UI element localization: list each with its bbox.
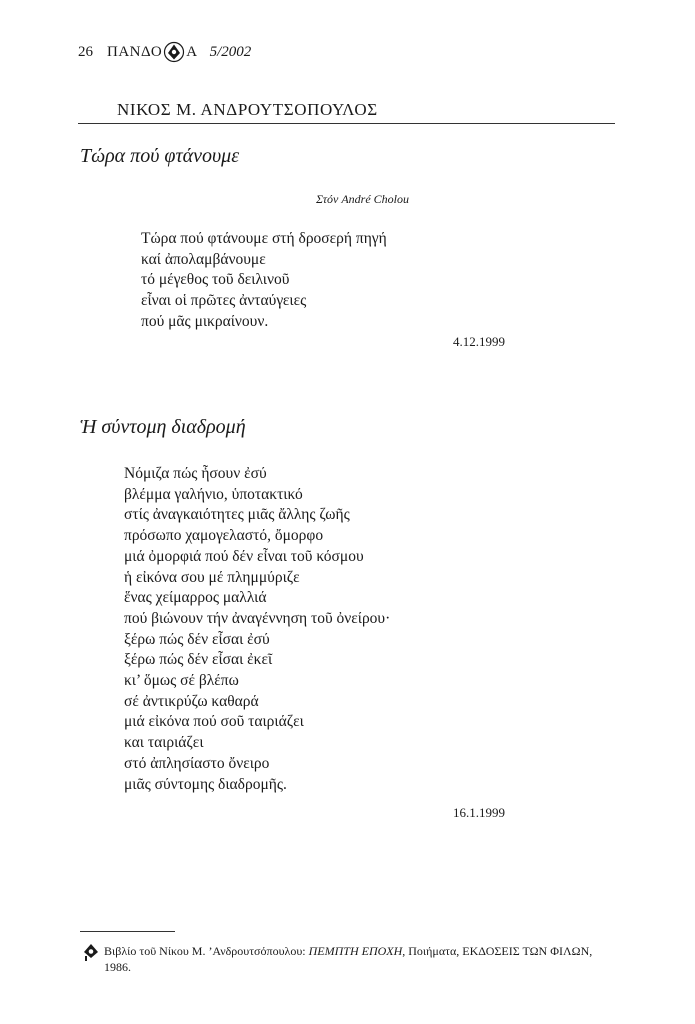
poem-line: εἶναι οἱ πρῶτες ἀνταύγειες bbox=[141, 292, 307, 310]
journal-title bbox=[107, 41, 198, 63]
poem-body bbox=[124, 464, 390, 795]
poem-line: σέ ἀντικρύζω καθαρά bbox=[124, 692, 259, 710]
poem-title: Ἡ σύντομη διαδρομή bbox=[80, 416, 246, 438]
poem-line: Νόμιζα πώς ἦσουν ἐσύ bbox=[124, 465, 267, 482]
footnote-book-title: ΠΕΜΠΤΗ ΕΠΟΧΗ bbox=[308, 944, 403, 958]
footnote-prefix: Βιβλίο τοῦ Νίκου Μ. ’Ανδρουτσόπουλου: bbox=[104, 944, 309, 958]
header-divider bbox=[78, 123, 615, 124]
poem-line: πού βιώνουν τήν ἀναγέννηση τοῦ ὀνείρου· bbox=[124, 609, 391, 627]
footnote bbox=[82, 944, 622, 975]
poem-line: στό ἀπλησίαστο ὄνειρο bbox=[124, 754, 270, 772]
footnote-year: 1986. bbox=[104, 959, 131, 974]
poem-line: βλέμμα γαλήνιο, ὑποτακτικό bbox=[124, 485, 303, 503]
footnote-text bbox=[104, 944, 592, 975]
poem-line: ξέρω πώς δέν εἶσαι ἐσύ bbox=[124, 630, 270, 648]
poem-line: πού μᾶς μικραίνουν. bbox=[141, 312, 269, 330]
page-header bbox=[78, 40, 251, 64]
journal-logo-icon bbox=[163, 41, 185, 63]
poem-line: ἕνας χείμαρρος μαλλιά bbox=[124, 589, 267, 607]
poem-dedication: Στόν André Cholou bbox=[316, 192, 410, 206]
page-number: 26 bbox=[78, 43, 93, 60]
poem-line: πρόσωπο χαμογελαστό, ὄμορφο bbox=[124, 527, 324, 545]
poem-date: 16.1.1999 bbox=[453, 805, 505, 820]
issue-number: 5/2002 bbox=[209, 43, 252, 60]
poem-line: και ταιριάζει bbox=[124, 734, 204, 752]
journal-title-right: Α bbox=[186, 43, 198, 60]
poem-line: Τώρα πού φτάνουμε στή δροσερή πηγή bbox=[141, 230, 387, 247]
poem-line: στίς ἀναγκαιότητες μιᾶς ἄλλης ζωῆς bbox=[124, 506, 350, 524]
poem-line: μιά ὀμορφιά πού δέν εἶναι τοῦ κόσμου bbox=[124, 547, 364, 565]
poem-title: Τώρα πού φτάνουμε bbox=[80, 145, 240, 167]
footnote-suffix: , Ποιήματα, ΕΚΔΟΣΕΙΣ ΤΩΝ ΦΙΛΩΝ, bbox=[402, 944, 593, 958]
author-name: ΝΙΚΟΣ Μ. ΑΝΔΡΟΥΤΣΟΠΟΥΛΟΣ bbox=[117, 100, 378, 119]
footnote-marker-icon bbox=[82, 943, 100, 961]
poem-line: καί ἀπολαμβάνουμε bbox=[141, 250, 266, 268]
poem-line: κι’ ὅμως σέ βλέπω bbox=[124, 672, 239, 690]
poem-line: ξέρω πώς δέν εἶσαι ἐκεῖ bbox=[124, 651, 273, 669]
poem-date: 4.12.1999 bbox=[453, 334, 505, 349]
poem-line: τό μέγεθος τοῦ δειλινοῦ bbox=[141, 271, 290, 289]
poem-line: μιᾶς σύντομης διαδρομῆς. bbox=[124, 775, 287, 793]
poem-line: ἡ εἰκόνα σου μέ πλημμύριζε bbox=[124, 568, 300, 586]
footnote-divider bbox=[80, 931, 175, 932]
poem-body bbox=[141, 229, 387, 333]
journal-title-left: ΠΑΝΔΟ bbox=[107, 43, 163, 60]
poem-line: μιά εἰκόνα πού σοῦ ταιριάζει bbox=[124, 713, 304, 731]
